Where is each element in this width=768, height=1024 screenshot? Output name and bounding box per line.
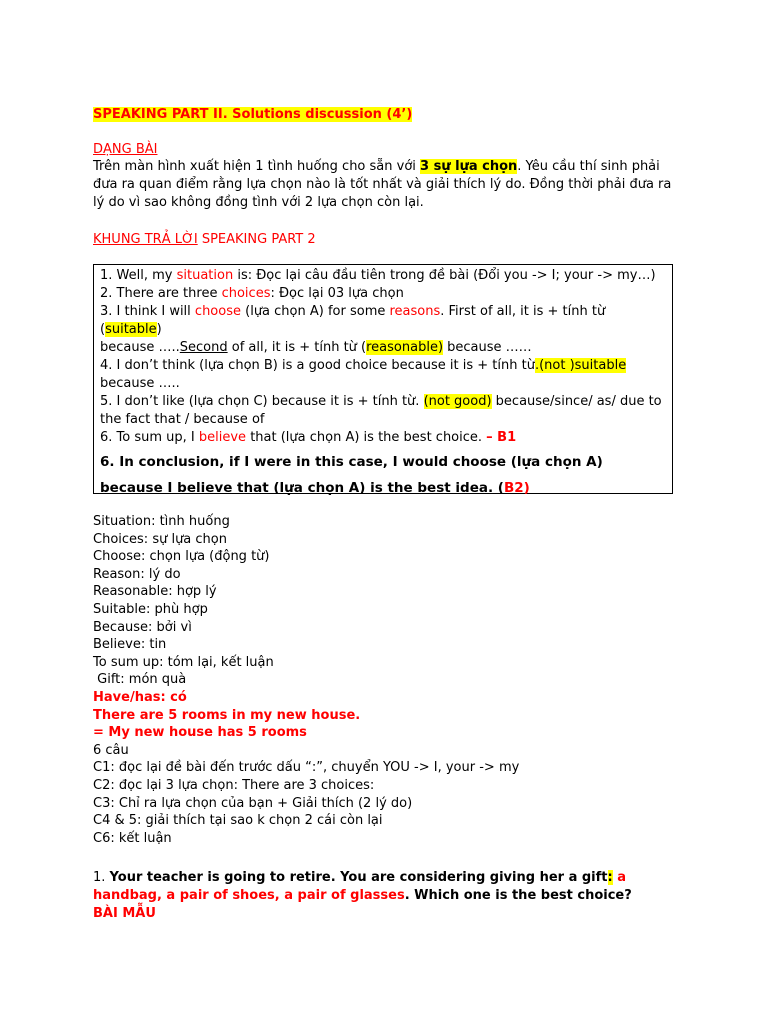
frame-line-5: 5. I don’t like (lựa chọn C) because it is + tính từ. (not good) because/since/ as/ due to the fact that / because of bbox=[100, 394, 662, 427]
step-item: C2: đọc lại 3 lựa chọn: There are 3 choices: bbox=[93, 777, 375, 793]
sample-answer-heading: BÀI MẪU bbox=[93, 906, 156, 921]
khung-heading: KHUNG TRẢ LỜI SPEAKING PART 2 bbox=[93, 232, 316, 247]
vocab-item: Situation: tình huống bbox=[93, 514, 230, 529]
three-choices-highlight: 3 sự lựa chọn bbox=[420, 159, 518, 174]
step-item: C4 & 5: giải thích tại sao k chọn 2 cái còn lại bbox=[93, 813, 383, 829]
step-item: C3: Chỉ ra lựa chọn của bạn + Giải thích (2 lý do) bbox=[93, 795, 413, 811]
vocab-item: Suitable: phù hợp bbox=[93, 601, 208, 617]
red-example-line: There are 5 rooms in my new house. bbox=[93, 707, 361, 723]
frame-line-1: 1. Well, my situation is: Đọc lại câu đầu tiên trong đề bài (Đổi you -> I; your -> my…) bbox=[100, 268, 656, 283]
red-example-line: = My new house has 5 rooms bbox=[93, 725, 307, 741]
vocab-item: Reasonable: hợp lý bbox=[93, 584, 217, 600]
page-title: SPEAKING PART II. Solutions discussion (4’) bbox=[93, 107, 413, 122]
vocab-item: Because: bởi vì bbox=[93, 619, 192, 635]
step-item: C1: đọc lại đề bài đến trước dấu “:”, chuyển YOU -> I, your -> my bbox=[93, 760, 520, 776]
red-example-line: Have/has: có bbox=[93, 689, 187, 705]
step-item: C6: kết luận bbox=[93, 830, 172, 846]
question-1: 1. Your teacher is going to retire. You are considering giving her a gift: a handbag, a pair of shoes, a pair of glasses. Which one is the best choice? BÀI MẪU bbox=[93, 870, 632, 921]
vocab-item: To sum up: tóm lại, kết luận bbox=[93, 654, 274, 670]
frame-line-3: 3. I think I will choose (lựa chọn A) for some reasons. First of all, it is + tính từ (suitable) because …..Second of all, it is + tính từ (reasonable) because …… bbox=[100, 304, 606, 355]
frame-line-6: 6. To sum up, I believe that (lựa chọn A) is the best choice. – B1 bbox=[100, 430, 517, 445]
frame-line-conclusion: 6. In conclusion, if I were in this case, I would choose (lựa chọn A) because I believe that (lựa chọn A) is the best idea. (B2) bbox=[100, 454, 603, 496]
vocabulary-list bbox=[93, 513, 683, 847]
frame-line-2: 2. There are three choices: Đọc lại 03 lựa chọn bbox=[100, 286, 404, 301]
step-item: 6 câu bbox=[93, 742, 129, 758]
dang-bai-heading: DẠNG BÀI bbox=[93, 142, 158, 157]
intro-paragraph: Trên màn hình xuất hiện 1 tình huống cho sẵn với 3 sự lựa chọn. Yêu cầu thí sinh phải đưa ra quan điểm rằng lựa chọn nào là tốt nhất và giải thích lý do. Đồng thời phải đưa ra lý do vì sao không đồng tình với 2 lựa chọn còn lại. bbox=[93, 159, 672, 210]
vocab-item: Gift: món quà bbox=[93, 672, 187, 688]
vocab-item: Choices: sự lựa chọn bbox=[93, 531, 227, 547]
vocab-item: Reason: lý do bbox=[93, 566, 181, 582]
vocab-item: Believe: tin bbox=[93, 637, 167, 653]
vocab-item: Choose: chọn lựa (động từ) bbox=[93, 549, 270, 565]
frame-line-4: 4. I don’t think (lựa chọn B) is a good choice because it is + tính từ.(not )suitable because ….. bbox=[100, 358, 627, 391]
answer-frame-box bbox=[93, 264, 673, 494]
